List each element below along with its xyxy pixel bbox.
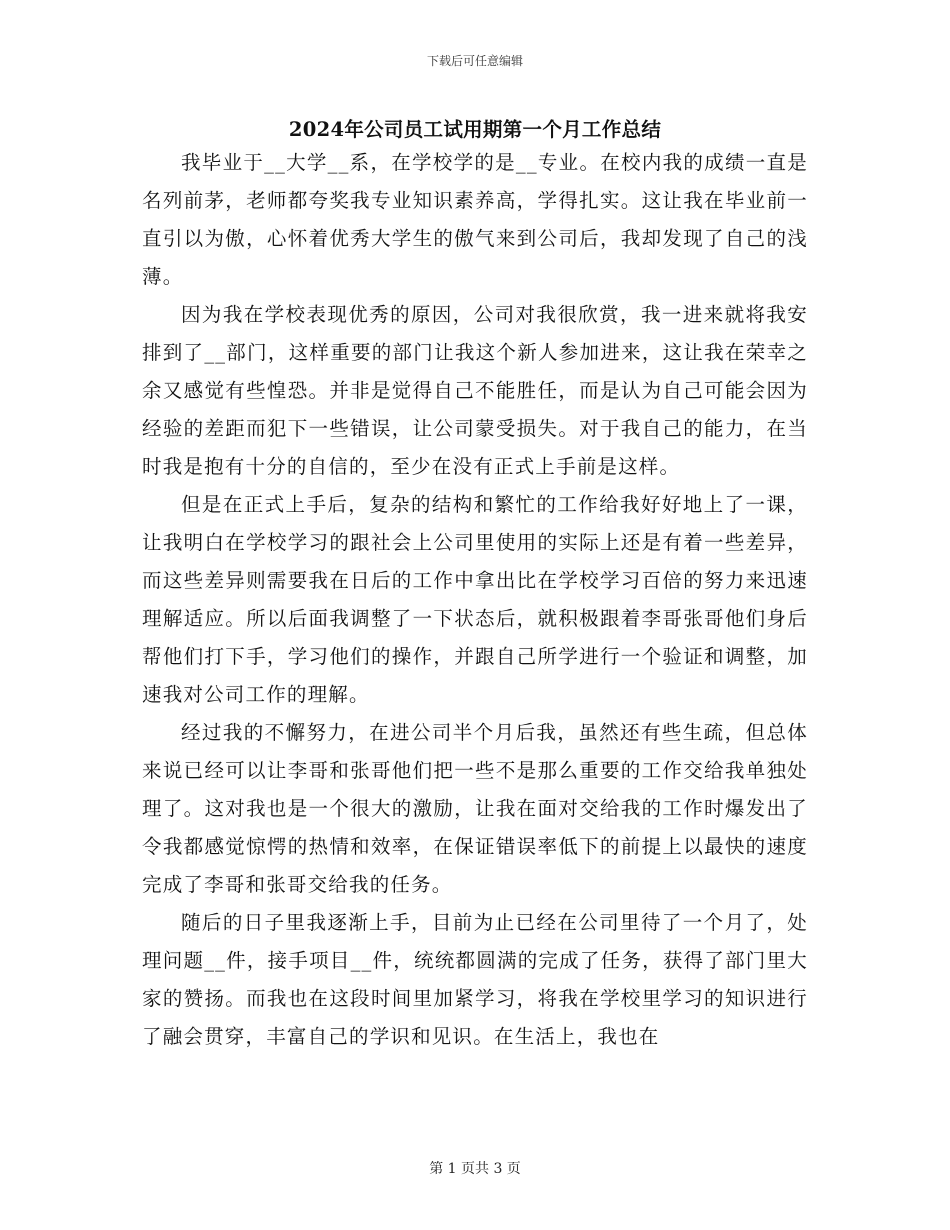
paragraph-4: 经过我的不懈努力，在进公司半个月后我，虽然还有些生疏，但总体来说已经可以让李哥和张哥他们把一些不是那么重要的工作交给我单独处理了。这对我也是一个很大的激励，让我在面对交给我的工作时爆发出了令我都感觉惊愕的热情和效率，在保证错误率低下的前提上以最快的速度完成了李哥和张哥交给我的任务。 <box>142 721 808 896</box>
page-footer-number: 第 1 页共 3 页 <box>429 1161 521 1177</box>
document-body <box>142 144 808 1056</box>
paragraph-2: 因为我在学校表现优秀的原因，公司对我很欣赏，我一进来就将我安排到了__部门，这样重要的部门让我这个新人参加进来，这让我在荣幸之余又感觉有些惶恐。并非是觉得自己不能胜任，而是认为自己可能会因为经验的差距而犯下一些错误，让公司蒙受损失。对于我自己的能力，在当时我是抱有十分的自信的，至少在没有正式上手前是这样。 <box>142 303 808 478</box>
paragraph-1: 我毕业于__大学__系，在学校学的是__专业。在校内我的成绩一直是名列前茅，老师都夸奖我专业知识素养高，学得扎实。这让我在毕业前一直引以为傲，心怀着优秀大学生的傲气来到公司后，我却发现了自己的浅薄。 <box>142 151 808 288</box>
document-title: 2024年公司员工试用期第一个月工作总结 <box>288 118 662 141</box>
paragraph-5: 随后的日子里我逐渐上手，目前为止已经在公司里待了一个月了，处理问题__件，接手项目__件，统统都圆满的完成了任务，获得了部门里大家的赞扬。而我也在这段时间里加紧学习，将我在学校里学习的知识进行了融会贯穿，丰富自己的学识和见识。在生活上，我也在 <box>142 911 808 1048</box>
page-header-note: 下载后可任意编辑 <box>426 54 523 68</box>
paragraph-3: 但是在正式上手后，复杂的结构和繁忙的工作给我好好地上了一课，让我明白在学校学习的跟社会上公司里使用的实际上还是有着一些差异，而这些差异则需要我在日后的工作中拿出比在学校学习百倍的努力来迅速理解适应。所以后面我调整了一下状态后，就积极跟着李哥张哥他们身后帮他们打下手，学习他们的操作，并跟自己所学进行一个验证和调整，加速我对公司工作的理解。 <box>142 493 808 706</box>
